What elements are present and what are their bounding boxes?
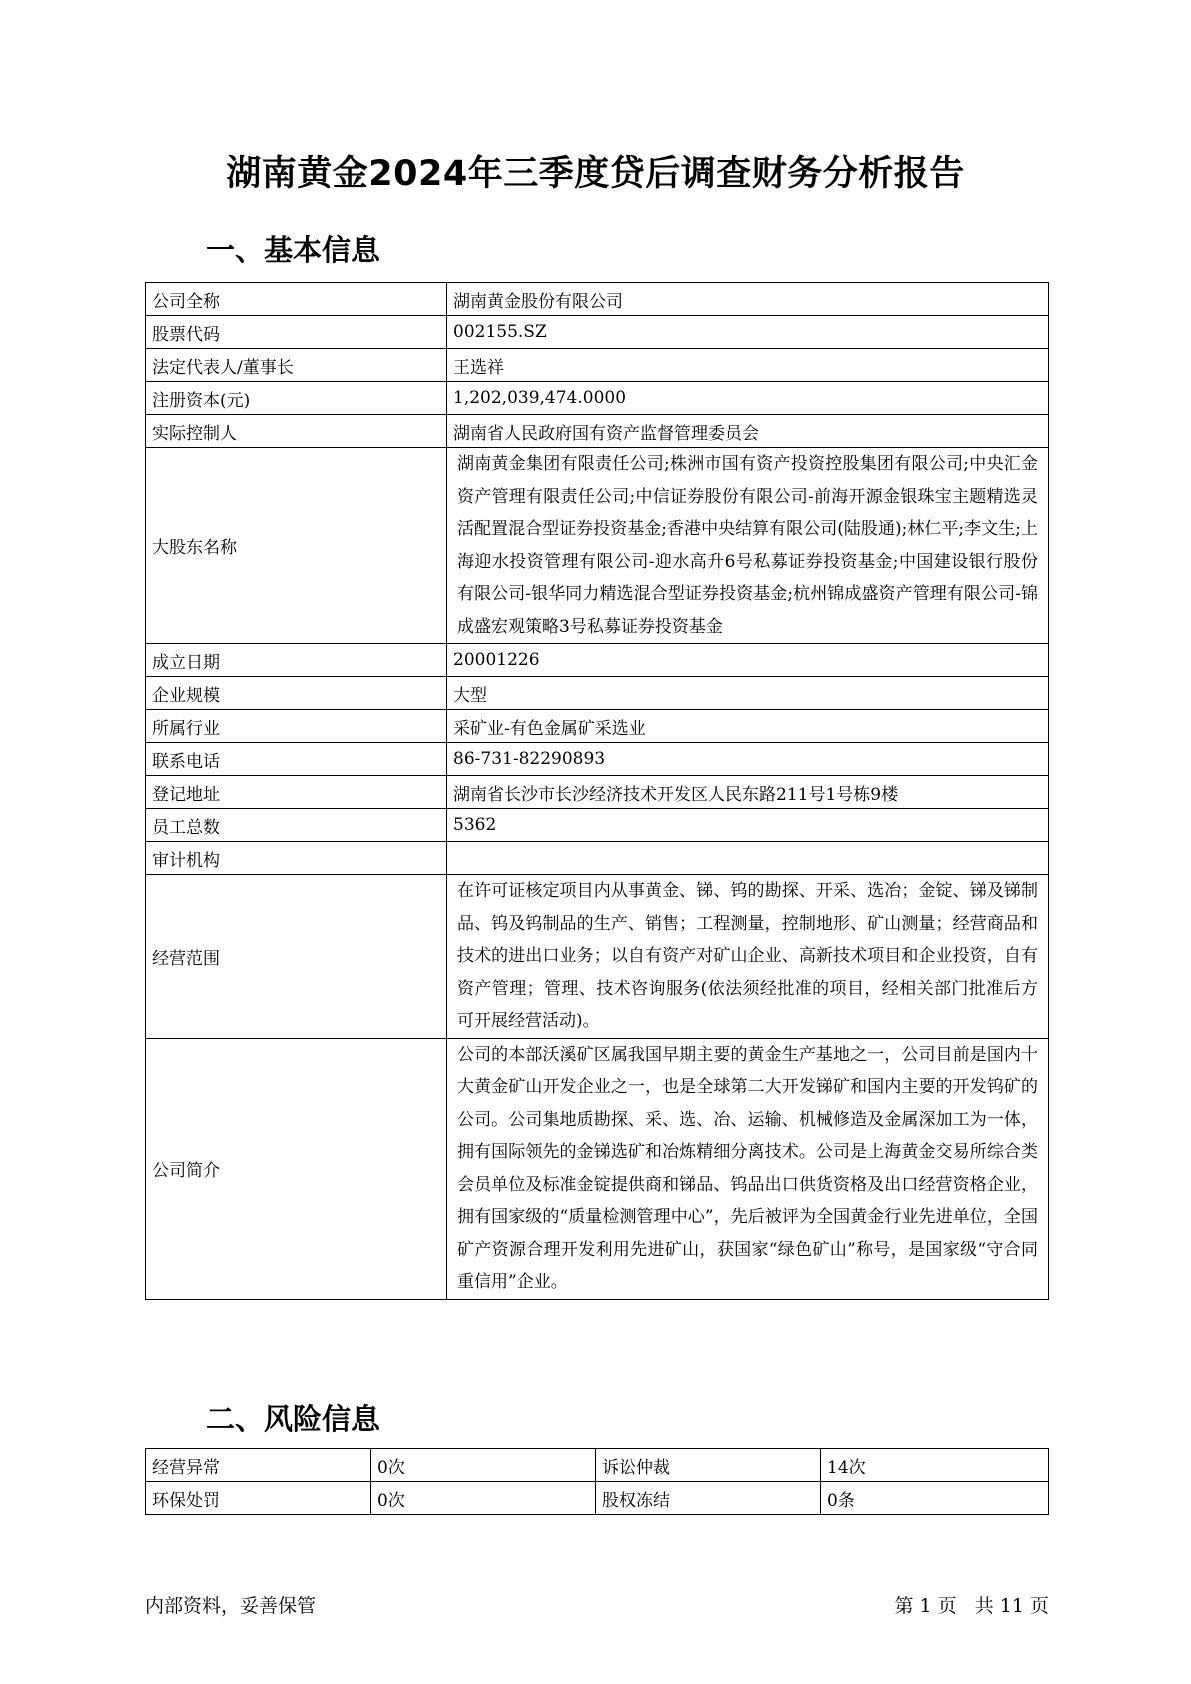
shareholders-text: 湖南黄金集团有限责任公司;株洲市国有资产投资控股集团有限公司;中央汇金资产管理有限责任公司;中信证券股份有限公司-前海开源金银珠宝主题精选灵活配置混合型证券投资基金;香港中央结算有限公司(陆股通);林仁平;李文生;上海迎水投资管理有限公司-迎水高升6号私募证券投资基金;中国建设银行股份有限公司-银华同力精选混合型证券投资基金;杭州锦成盛资产管理有限公司-锦成盛宏观策略3号私募证券投资基金	[457, 454, 1038, 637]
risk-label: 诉讼仲裁	[596, 1449, 821, 1482]
footer-page-number: 第 1 页 共 11 页	[894, 1595, 1049, 1617]
business-scope-text: 在许可证核定项目内从事黄金、锑、钨的勘探、开采、选冶；金锭、锑及锑制品、钨及钨制品的生产、销售；工程测量，控制地形、矿山测量；经营商品和技术的进出口业务；以自有资产对矿山企业、高新技术项目和企业投资，自有资产管理；管理、技术咨询服务(依法须经批准的项目，经相关部门批准后方可开展经营活动)。	[457, 881, 1038, 1031]
field-value: 002155.SZ	[447, 316, 1049, 349]
risk-value: 14次	[821, 1449, 1049, 1482]
table-row	[146, 842, 1049, 875]
field-value: 湖南黄金股份有限公司	[447, 283, 1049, 316]
table-row	[146, 316, 1049, 349]
field-label: 股票代码	[146, 316, 447, 349]
field-value	[447, 842, 1049, 875]
risk-value: 0条	[821, 1482, 1049, 1515]
field-label: 公司全称	[146, 283, 447, 316]
footer-confidential: 内部资料，妥善保管	[145, 1595, 317, 1617]
risk-label: 环保处罚	[146, 1482, 371, 1515]
field-value: 1,202,039,474.0000	[447, 382, 1049, 415]
field-label: 经营范围	[146, 875, 447, 1039]
table-row	[146, 677, 1049, 710]
field-value: 王选祥	[447, 349, 1049, 382]
field-value: 采矿业-有色金属矿采选业	[447, 710, 1049, 743]
table-row	[146, 382, 1049, 415]
table-row	[146, 710, 1049, 743]
table-row	[146, 743, 1049, 776]
field-label: 法定代表人/董事长	[146, 349, 447, 382]
table-row	[146, 1038, 1049, 1299]
table-row	[146, 644, 1049, 677]
field-label: 所属行业	[146, 710, 447, 743]
field-label: 员工总数	[146, 809, 447, 842]
section-heading-basic: 一、基本信息	[206, 233, 381, 267]
field-label: 注册资本(元)	[146, 382, 447, 415]
table-row	[146, 1482, 1049, 1515]
field-label: 联系电话	[146, 743, 447, 776]
section-heading-risk: 二、风险信息	[206, 1402, 381, 1436]
field-value: 湖南省人民政府国有资产监督管理委员会	[447, 415, 1049, 448]
risk-value: 0次	[371, 1449, 596, 1482]
field-label: 企业规模	[146, 677, 447, 710]
basic-info-table	[145, 282, 1049, 1300]
field-value: 大型	[447, 677, 1049, 710]
field-label: 审计机构	[146, 842, 447, 875]
risk-info-table	[145, 1448, 1049, 1515]
field-value: 86-731-82290893	[447, 743, 1049, 776]
table-row	[146, 283, 1049, 316]
field-label: 公司简介	[146, 1038, 447, 1299]
field-value: 20001226	[447, 644, 1049, 677]
risk-label: 经营异常	[146, 1449, 371, 1482]
field-label: 成立日期	[146, 644, 447, 677]
field-value: 5362	[447, 809, 1049, 842]
field-label: 实际控制人	[146, 415, 447, 448]
table-row	[146, 448, 1049, 644]
report-title: 湖南黄金2024年三季度贷后调查财务分析报告	[226, 154, 965, 194]
field-label: 大股东名称	[146, 448, 447, 644]
table-row	[146, 415, 1049, 448]
risk-label: 股权冻结	[596, 1482, 821, 1515]
company-profile-text: 公司的本部沃溪矿区属我国早期主要的黄金生产基地之一，公司目前是国内十大黄金矿山开发企业之一，也是全球第二大开发锑矿和国内主要的开发钨矿的公司。公司集地质勘探、采、选、冶、运输、机械修造及金属深加工为一体，拥有国际领先的金锑选矿和冶炼精细分离技术。公司是上海黄金交易所综合类会员单位及标准金锭提供商和锑品、钨品出口供货资格及出口经营资格企业，拥有国家级的“质量检测管理中心”，先后被评为全国黄金行业先进单位，全国矿产资源合理开发利用先进矿山，获国家“绿色矿山”称号，是国家级“守合同重信用”企业。	[457, 1044, 1038, 1292]
table-row	[146, 875, 1049, 1039]
field-label: 登记地址	[146, 776, 447, 809]
table-row	[146, 809, 1049, 842]
table-row	[146, 776, 1049, 809]
table-row	[146, 349, 1049, 382]
risk-value: 0次	[371, 1482, 596, 1515]
field-value: 湖南省长沙市长沙经济技术开发区人民东路211号1号栋9楼	[447, 776, 1049, 809]
table-row	[146, 1449, 1049, 1482]
